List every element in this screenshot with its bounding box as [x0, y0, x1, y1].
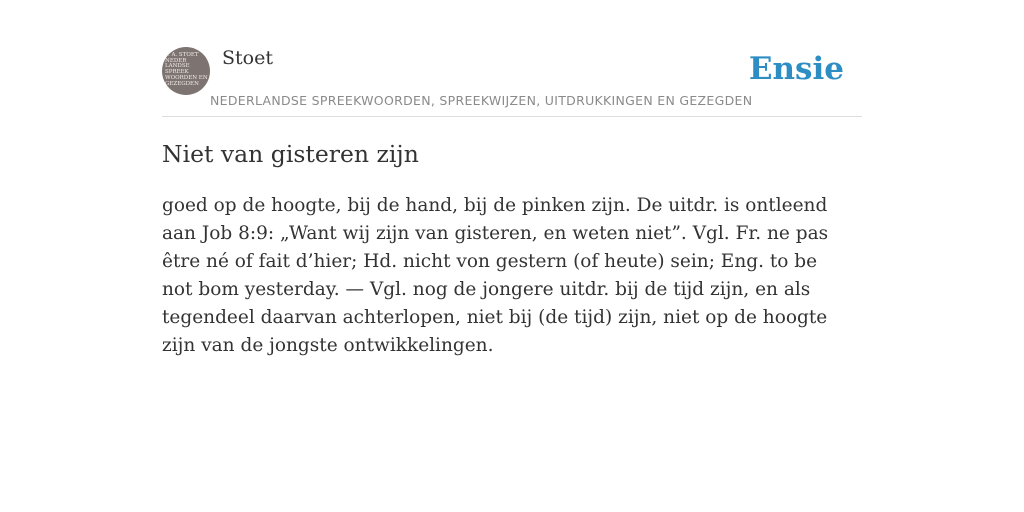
page-container: [162, 0, 862, 356]
brand-logo-link[interactable]: Ensie: [748, 51, 844, 87]
source-name[interactable]: Stoet: [222, 47, 273, 69]
source-header: [162, 0, 862, 117]
entry-body: goed op de hoogte, bij de hand, bij de pinken zijn. De uitdr. is ontleend aan Job 8:9: „Want wij zijn van gisteren, en weten niet”. Vgl. Fr. ne pas être né of fait d’hier; Hd. nicht von gestern (of heute) sein; Eng. to be not bom yesterday. — Vgl. nog de jongere uitdr. bij de tijd zijn, en als tegendeel daarvan achterlopen, niet bij (de tijd) zijn, niet op de hoogte zijn van de jongste ontwikkelingen.: [162, 195, 829, 356]
source-cover-text: F. A. STOET NEDER LANDSE SPREEK WOORDEN EN GEZEGDEN: [165, 52, 208, 87]
source-subtitle: NEDERLANDSE SPREEKWOORDEN, SPREEKWIJZEN, UITDRUKKINGEN EN GEZEGDEN: [210, 93, 753, 108]
source-avatar[interactable]: [162, 47, 210, 95]
entry-title: Niet van gisteren zijn: [162, 140, 419, 168]
